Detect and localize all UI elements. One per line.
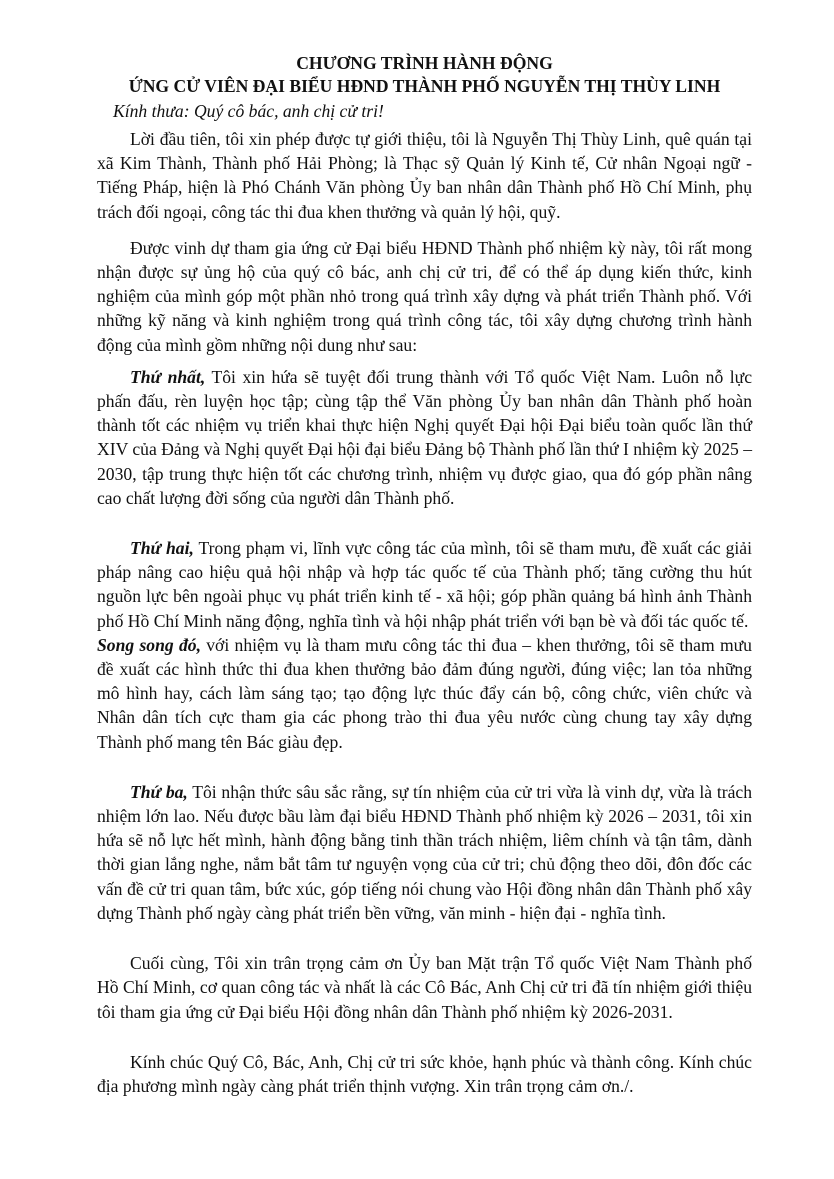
second-point-lead: Thứ hai,	[130, 538, 194, 559]
title-line-1: CHƯƠNG TRÌNH HÀNH ĐỘNG	[296, 53, 553, 73]
second-point-sub-lead: Song song đó,	[97, 634, 201, 655]
closing-paragraph: Kính chúc Quý Cô, Bác, Anh, Chị cử tri sức khỏe, hạnh phúc và thành công. Kính chúc địa phương mình ngày càng phát triển thịnh vượng. Xin trân trọng cảm ơn./.	[97, 1051, 752, 1096]
title-line-2: ỨNG CỬ VIÊN ĐẠI BIỂU HĐND THÀNH PHỐ NGUYỄN THỊ THÙY LINH	[128, 76, 721, 96]
document-title	[97, 52, 752, 98]
second-point-text: Trong phạm vi, lĩnh vực công tác của mình, tôi sẽ tham mưu, đề xuất các giải pháp nâng cao hiệu quả hội nhập và hợp tác quốc tế của Thành phố; tăng cường thu hút nguồn lực bên ngoài phục vụ phát triển kinh tế - xã hội; góp phần quảng bá hình ảnh Thành phố Hồ Chí Minh năng động, nghĩa tình và hội nhập phát triển với bạn bè và đối tác quốc tế.	[97, 538, 752, 631]
third-point-text: Tôi nhận thức sâu sắc rằng, sự tín nhiệm của cử tri vừa là vinh dự, vừa là trách nhiệm lớn lao. Nếu được bầu làm đại biểu HĐND Thành phố nhiệm kỳ 2026 – 2031, tôi xin hứa sẽ nỗ lực hết mình, hành động bằng tinh thần trách nhiệm, liêm chính và tận tâm, dành thời gian lắng nghe, nắm bắt tâm tư nguyện vọng của cử tri; chủ động theo dõi, đôn đốc các vấn đề cử tri quan tâm, bức xúc, góp tiếng nói chung vào Hội đồng nhân dân Thành phố xây dựng Thành phố ngày càng phát triển bền vững, văn minh - hiện đại - nghĩa tình.	[97, 781, 752, 923]
first-point-lead: Thứ nhất,	[130, 366, 206, 387]
second-point-paragraph	[97, 536, 752, 633]
third-point-lead: Thứ ba,	[130, 781, 188, 802]
second-point-sub-paragraph	[97, 633, 752, 754]
intro-paragraph: Lời đầu tiên, tôi xin phép được tự giới thiệu, tôi là Nguyễn Thị Thùy Linh, quê quán tại xã Kim Thành, Thành phố Hải Phòng; là Thạc sỹ Quản lý Kinh tế, Cử nhân Ngoại ngữ - Tiếng Pháp, hiện là Phó Chánh Văn phòng Ủy ban nhân dân Thành phố Hồ Chí Minh, phụ trách đối ngoại, công tác thi đua khen thưởng và quản lý hội, quỹ.	[97, 129, 752, 222]
document-page	[97, 52, 752, 1098]
thanks-paragraph: Cuối cùng, Tôi xin trân trọng cảm ơn Ủy ban Mặt trận Tổ quốc Việt Nam Thành phố Hồ Chí Minh, cơ quan công tác và nhất là các Cô Bác, Anh Chị cử tri đã tín nhiệm giới thiệu tôi tham gia ứng cử Đại biểu Hội đồng nhân dân Thành phố nhiệm kỳ 2026-2031.	[97, 953, 752, 1022]
first-point-text: Tôi xin hứa sẽ tuyệt đối trung thành với Tổ quốc Việt Nam. Luôn nỗ lực phấn đấu, rèn luyện học tập; cùng tập thể Văn phòng Ủy ban nhân dân Thành phố hoàn thành tốt các nhiệm vụ triển khai thực hiện Nghị quyết Đại hội Đại biểu toàn quốc lần thứ XIV của Đảng và Nghị quyết Đại hội đại biểu Đảng bộ Thành phố lần thứ I nhiệm kỳ 2025 – 2030, tập trung thực hiện tốt các chương trình, nhiệm vụ được giao, qua đó góp phần nâng cao chất lượng đời sống của người dân Thành phố.	[97, 366, 753, 508]
second-point-sub-text: với nhiệm vụ là tham mưu công tác thi đua – khen thưởng, tôi sẽ tham mưu đề xuất các hình thức thi đua khen thưởng bảo đảm đúng người, đúng việc; lan tỏa những mô hình hay, cách làm sáng tạo; tạo động lực thúc đẩy cán bộ, công chức, viên chức và Nhân dân tích cực tham gia các phong trào thi đua yêu nước cùng chung tay xây dựng Thành phố mang tên Bác giàu đẹp.	[97, 634, 752, 752]
third-point-paragraph	[97, 780, 752, 925]
first-point-paragraph	[97, 365, 752, 510]
greeting: Kính thưa: Quý cô bác, anh chị cử tri!	[113, 101, 384, 121]
opening-paragraph: Được vinh dự tham gia ứng cử Đại biểu HĐND Thành phố nhiệm kỳ này, tôi rất mong nhận được sự ủng hộ của quý cô bác, anh chị cử tri, để có thể áp dụng kiến thức, kinh nghiệm của mình góp một phần nhỏ trong quá trình xây dựng và phát triển Thành phố. Với những kỹ năng và kinh nghiệm trong quá trình công tác, tôi xây dựng chương trình hành động của mình gồm những nội dung như sau:	[97, 237, 752, 355]
